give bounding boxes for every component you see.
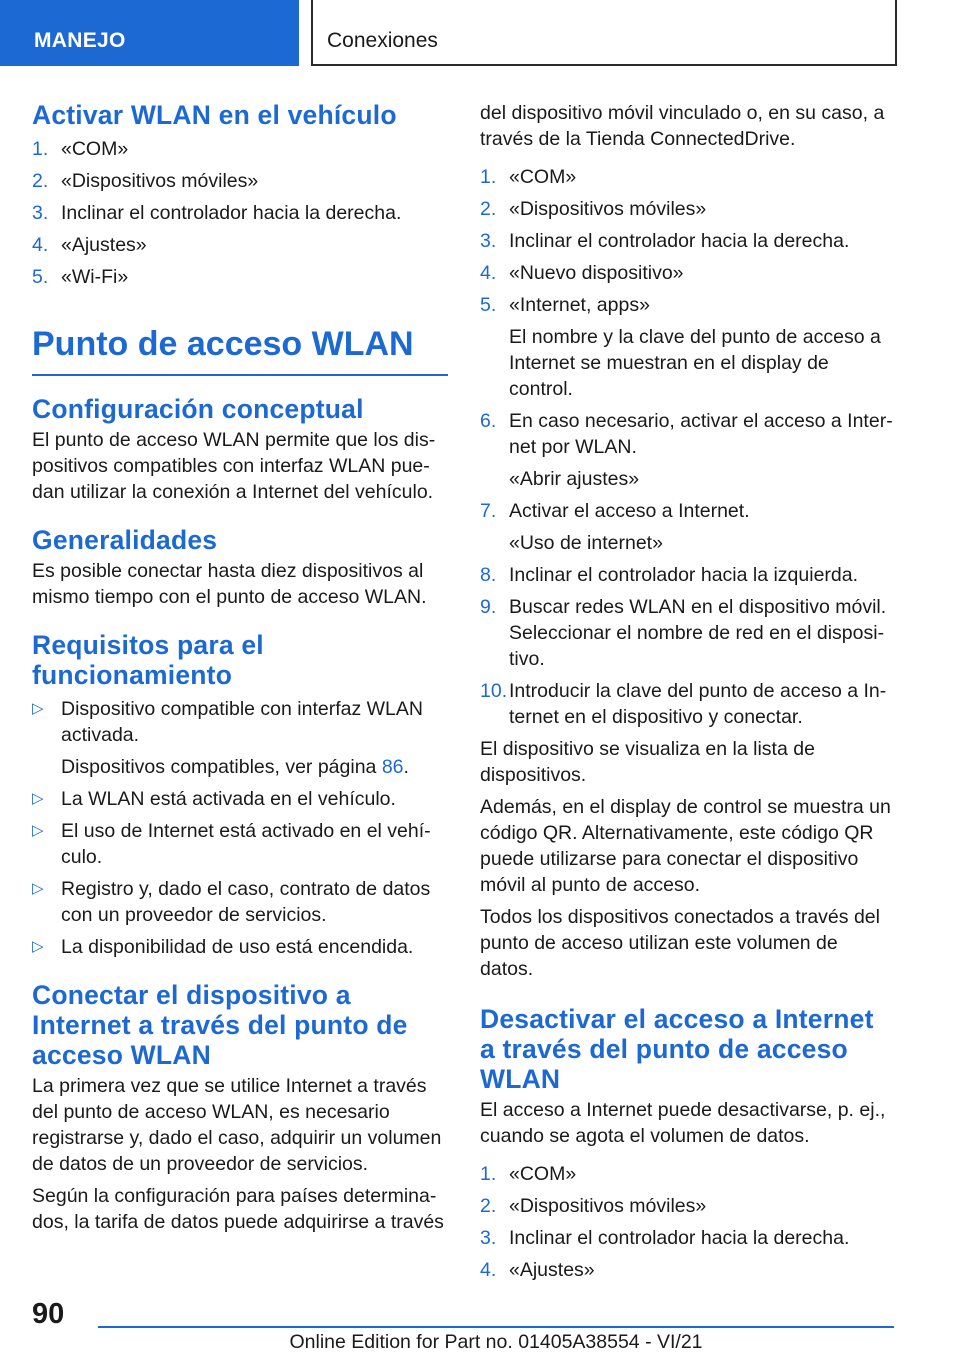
activar-heading: Activar WLAN en el vehículo [32,100,397,130]
list-item: 3. Inclinar el controlador hacia la derecha. [32,202,402,224]
footer-rule [98,1326,894,1328]
list-item: ▷ La WLAN está activada en el vehículo. [32,788,396,810]
list-item: 1. «COM» [480,166,577,188]
activar-steps [32,136,448,290]
list-item: 4. «Ajustes» [32,234,147,256]
list-item: 3. Inclinar el controlador hacia la derecha. [480,230,850,252]
list-item: 3. Inclinar el controlador hacia la derecha. [480,1227,850,1249]
list-item: 1. «COM» [480,1163,577,1185]
page-number: 90 [32,1298,65,1330]
right-column [480,100,896,1283]
desact-heading: Desactivar el acceso a Internet a través del punto de acceso WLAN [480,1004,874,1094]
result-text-1: El dispositivo se visualiza en la lista de dispositivos. [480,738,815,786]
conectar-text-1: La primera vez que se utilice Internet a través del punto de acceso WLAN, es necesario registrarse y, dado el caso, adquirir un volumen de datos de un proveedor de servicios. [32,1075,442,1175]
list-item: 10. Introducir la clave del punto de acceso a Internet en el dispositivo y conectar. [480,680,887,728]
continued-text: del dispositivo móvil vinculado o, en su caso, a través de la Tienda ConnectedDrive. [480,102,885,150]
list-item: 8. Inclinar el controlador hacia la izquierda. [480,564,859,586]
result-text-3: Todos los dispositivos conectados a través del punto de acceso utilizan este volumen de datos. [480,906,880,980]
punto-heading: Punto de acceso WLAN [32,325,414,363]
req-heading: Requisitos para el funcionamiento [32,630,264,690]
list-item: 2. «Dispositivos móviles» [480,1195,707,1217]
chapter-box [311,0,897,66]
triangle-bullet-icon: ▷ [32,880,44,897]
list-item: 4. «Ajustes» [480,1259,595,1281]
list-item: 5. «Wi-Fi» [32,266,129,288]
list-item-note: Dispositivos compatibles, ver página 86. [61,756,409,778]
triangle-bullet-icon: ▷ [32,822,44,839]
section-tab [0,0,299,66]
desact-steps [480,1161,896,1283]
list-item: 1. «COM» [32,138,129,160]
gen-heading: Generalidades [32,525,218,555]
heading-rule [32,374,448,376]
chapter-label: Conexiones [327,29,438,52]
list-item: ▷ Registro y, dado el caso, contrato de datos con un proveedor de servicios. [32,878,431,926]
triangle-bullet-icon: ▷ [32,938,44,955]
list-item: 4. «Nuevo dispositivo» [480,262,684,284]
list-item: ▷ El uso de Internet está activado en el vehículo. [32,820,431,868]
config-heading: Configuración conceptual [32,394,364,424]
triangle-bullet-icon: ▷ [32,790,44,807]
left-column [32,100,448,1235]
triangle-bullet-icon: ▷ [32,700,44,717]
list-item: 6. En caso necesario, activar el acceso a Internet por WLAN. «Abrir ajustes» [480,410,893,490]
list-item: 5. «Internet, apps» El nombre y la clave del punto de acceso a Internet se muestran en el display de control. [480,294,881,400]
list-item: 7. Activar el acceso a Internet. «Uso de internet» [480,500,750,554]
req-list [32,696,448,960]
list-item: 2. «Dispositivos móviles» [480,198,707,220]
list-item: ▷ Dispositivo compatible con interfaz WLAN activada. Dispositivos compatibles, ver página 86. [32,696,448,780]
page-link[interactable]: 86 [381,756,404,778]
section-label: MANEJO [34,29,126,52]
desact-text: El acceso a Internet puede desactivarse, p. ej., cuando se agota el volumen de datos. [480,1099,886,1147]
list-item: 2. «Dispositivos móviles» [32,170,259,192]
result-text-2: Además, en el display de control se muestra un código QR. Alternativamente, este código QR puede utilizarse para conectar el dispositivo móvil al punto de acceso. [480,796,891,896]
list-item: 9. Buscar redes WLAN en el dispositivo móvil. Seleccionar el nombre de red en el dispositivo. [480,596,887,670]
conectar-steps [480,164,896,730]
config-text: El punto de acceso WLAN permite que los dispositivos compatibles con interfaz WLAN puedan utilizar la conexión a Internet del vehículo. [32,429,436,503]
footer-edition: Online Edition for Part no. 01405A38554 - VI/21 [289,1331,703,1353]
gen-text: Es posible conectar hasta diez dispositivos al mismo tiempo con el punto de acceso WLAN. [32,560,427,608]
conectar-heading: Conectar el dispositivo a Internet a través del punto de acceso WLAN [32,980,408,1070]
conectar-text-2: Según la configuración para países determinados, la tarifa de datos puede adquirirse a través [32,1185,444,1233]
list-item: ▷ La disponibilidad de uso está encendida. [32,936,414,958]
